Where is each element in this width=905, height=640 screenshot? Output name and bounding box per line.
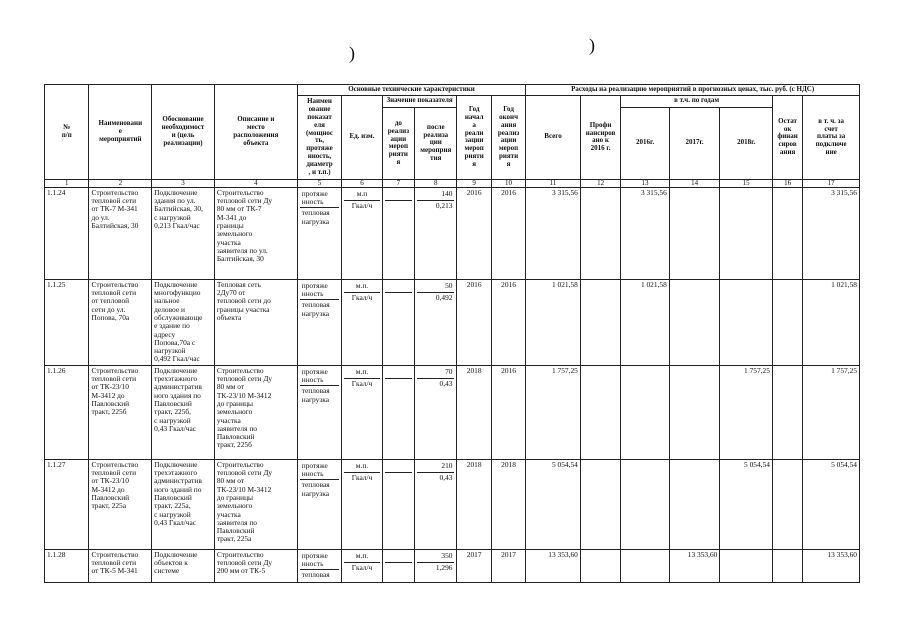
cell-unit2: Гкал/ч [351,200,373,210]
cell-y2018: 1 757,25 [720,365,773,459]
header-2016: 2016г. [621,107,670,179]
table-row [45,549,860,583]
cell-unit1: м.п. [344,281,379,293]
table-row [45,365,860,459]
cell-ind1: протяже нность [300,367,339,387]
cell-y2016: 3 315,56 [621,187,670,279]
cell-total: 13 353,60 [526,549,581,583]
cell-end: 2016 [491,187,525,279]
cell-end: 2016 [491,365,525,459]
header-indicator-values: Значение показателя [382,95,457,107]
header-remain: Остат ок финан сиров ания [772,95,802,179]
cell-y2018: 5 054,54 [720,459,773,549]
cell-ind2: тепловая [301,570,330,580]
cell-name: Строительство тепловой сети от тепловой сети до ул. Попова, 70а [89,279,152,365]
cell-before-2 [385,293,412,304]
cell-before-1 [385,461,412,473]
cell-start: 2017 [457,549,491,583]
cell-fee: 1 021,58 [803,279,860,365]
cell-after1: 50 [417,281,454,293]
header-end-year: Год оконч ания реализ ации мероп рияти я [491,95,525,179]
cell-after1: 140 [417,189,454,201]
cell-num: 1.1.28 [45,549,89,583]
cell-fee: 3 315,56 [803,187,860,279]
cell-y2016: 1 021,58 [621,279,670,365]
cell-ind1: протяже нность [300,189,339,209]
cell-total: 5 054,54 [526,459,581,549]
cell-start: 2016 [457,279,491,365]
header-after: после реализа ции мероприя тия [415,107,457,179]
cell-start: 2018 [457,459,491,549]
cell-ind2: тепловая нагрузка [301,208,330,226]
cell-financed [580,187,620,279]
cell-financed [580,365,620,459]
cell-total: 1 757,25 [526,365,581,459]
cell-before-1 [385,367,412,379]
header-start-year: Год начал а реали зации мероп рияти я [457,95,491,179]
cell-after2: 0,43 [439,378,453,388]
cell-before-2 [385,379,412,390]
header-indicator: Наимен ование показат еля (мощнос ть, протяже нность, диаметр , и т.п.) [297,95,341,179]
table-row [45,279,860,365]
cell-after2: 1,296 [435,562,453,572]
cell-desc: Тепловая сеть 2Ду70 от тепловой сети до границы участка объекта [214,279,297,365]
cell-name: Строительство тепловой сети от ТК-23/10 М-3412 до Павловский тракт, 225б [89,365,152,459]
cell-y2018 [720,549,773,583]
cell-unit2: Гкал/ч [351,378,373,388]
cell-name: Строительство тепловой сети от ТК-5 М-341 [89,549,152,583]
cell-name: Строительство тепловой сети от ТК-7 М-341 до ул. Балтийская, 30 [89,187,152,279]
cell-fee: 1 757,25 [803,365,860,459]
cell-fee: 13 353,60 [803,549,860,583]
cell-start: 2018 [457,365,491,459]
cell-before-2 [385,563,412,574]
cell-financed [580,459,620,549]
header-by-years: в т.ч. по годам [621,95,773,107]
cell-unit1: м.п. [344,367,379,379]
cell-before-1 [385,551,412,563]
cell-unit2: Гкал/ч [351,472,373,482]
table-row [45,187,860,279]
cell-end: 2018 [491,459,525,549]
cell-total: 1 021,58 [526,279,581,365]
header-2017: 2017г. [669,107,720,179]
cell-reason: Подключение объектов к системе [152,549,215,583]
cell-y2016 [621,459,670,549]
header-financed: Профи нансиров ано к 2016 г. [580,95,620,179]
cell-remain [772,365,802,459]
cell-unit2: Гкал/ч [351,292,373,302]
cell-before-2 [385,473,412,484]
cell-end: 2016 [491,279,525,365]
cell-reason: Подключение трехэтажного административ ного зданий по Павловский тракт, 225а, с нагрузкой 0,43 Гкал/час [152,459,215,549]
cell-fee: 5 054,54 [803,459,860,549]
cell-desc: Строительство тепловой сети Ду 80 мм от ТК-7 М-341 до границы земельного участка заявителя по ул. Балтийская, 30 [214,187,297,279]
cell-y2017: 13 353,60 [669,549,720,583]
cell-y2016 [621,549,670,583]
cell-before-2 [385,201,412,212]
cell-after1: 210 [417,461,454,473]
cell-reason: Подключение многофункцио нальное деловое и обслуживающе е здание по адресу Попова,70а с нагрузкой 0,492 Гкал/час [152,279,215,365]
cell-after2: 0,492 [435,292,453,302]
cell-y2017 [669,187,720,279]
cell-num: 1.1.27 [45,459,89,549]
cell-desc: Строительство тепловой сети Ду 200 мм от ТК-5 [214,549,297,583]
header-total: Всего [526,95,581,179]
cell-y2016 [621,365,670,459]
cell-num: 1.1.26 [45,365,89,459]
cell-after1: 70 [417,367,454,379]
cell-remain [772,279,802,365]
header-name: Наименовани е мероприятий [89,85,152,180]
cell-num: 1.1.25 [45,279,89,365]
cell-unit1: м.п. [344,551,379,563]
cell-remain [772,549,802,583]
handwritten-mark-right: ) [589,35,595,55]
cell-ind2: тепловая нагрузка [301,300,330,318]
cell-y2017 [669,459,720,549]
cell-start: 2016 [457,187,491,279]
cell-total: 3 315,56 [526,187,581,279]
cell-unit1: м.п [344,189,379,201]
header-num: № п/п [45,85,89,180]
cell-reason: Подключение здания по ул. Балтийская, 30, с нагрузкой 0,213 Гкал/час [152,187,215,279]
cell-after2: 0,213 [435,200,453,210]
cell-y2017 [669,279,720,365]
cell-ind1: протяже нность [300,281,339,301]
header-fee: в т. ч. за счет платы за подключе ние [803,95,860,179]
cell-remain [772,187,802,279]
cell-before-1 [385,281,412,293]
cell-ind2: тепловая нагрузка [301,480,330,498]
cell-ind1: протяже нность [300,551,339,571]
cell-unit1: м.п. [344,461,379,473]
header-reason: Обоснование необходимост и (цель реализации) [152,85,215,180]
column-number-row: 1 2 3 4 5 6 7 8 9 10 11 12 13 14 15 16 17 [45,179,860,187]
cell-desc: Строительство тепловой сети Ду 80 мм от ТК-23/10 М-3412 до границы земельного участка заявителя по Павловский тракт, 225б [214,365,297,459]
cell-after2: 0,43 [439,472,453,482]
table-row [45,459,860,549]
cell-y2017 [669,365,720,459]
header-unit: Ед. изм. [342,95,382,179]
cell-end: 2017 [491,549,525,583]
cell-financed [580,549,620,583]
cell-y2018 [720,187,773,279]
cell-ind2: тепловая нагрузка [301,386,330,404]
cell-desc: Строительство тепловой сети Ду 80 мм от ТК-23/10 М-3412 до границы земельного участка заявителя по Павловский тракт, 225а [214,459,297,549]
cell-before-1 [385,189,412,201]
cell-name: Строительство тепловой сети от ТК-23/10 М-3412 до Павловский тракт, 225а [89,459,152,549]
header-group-tech: Основные технические характеристики [297,85,525,96]
cell-reason: Подключение трехэтажного административ ного здания по Павловский тракт, 225б, с нагрузкой 0,43 Гкал/час [152,365,215,459]
cell-financed [580,279,620,365]
cell-remain [772,459,802,549]
cell-num: 1.1.24 [45,187,89,279]
cell-after1: 350 [417,551,454,563]
header-2018: 2018г. [720,107,773,179]
header-group-costs: Расходы на реализацию мероприятий в прогнозных ценах, тыс. руб. (с НДС) [526,85,860,96]
header-before: до реализ ации мероп рияти я [382,107,414,179]
handwritten-mark-left: ) [349,43,355,63]
cell-y2018 [720,279,773,365]
cell-ind1: протяже нность [300,461,339,481]
header-desc: Описание и место расположения объекта [214,85,297,180]
cell-unit2: Гкал/ч [351,562,373,572]
measures-table [44,84,860,583]
